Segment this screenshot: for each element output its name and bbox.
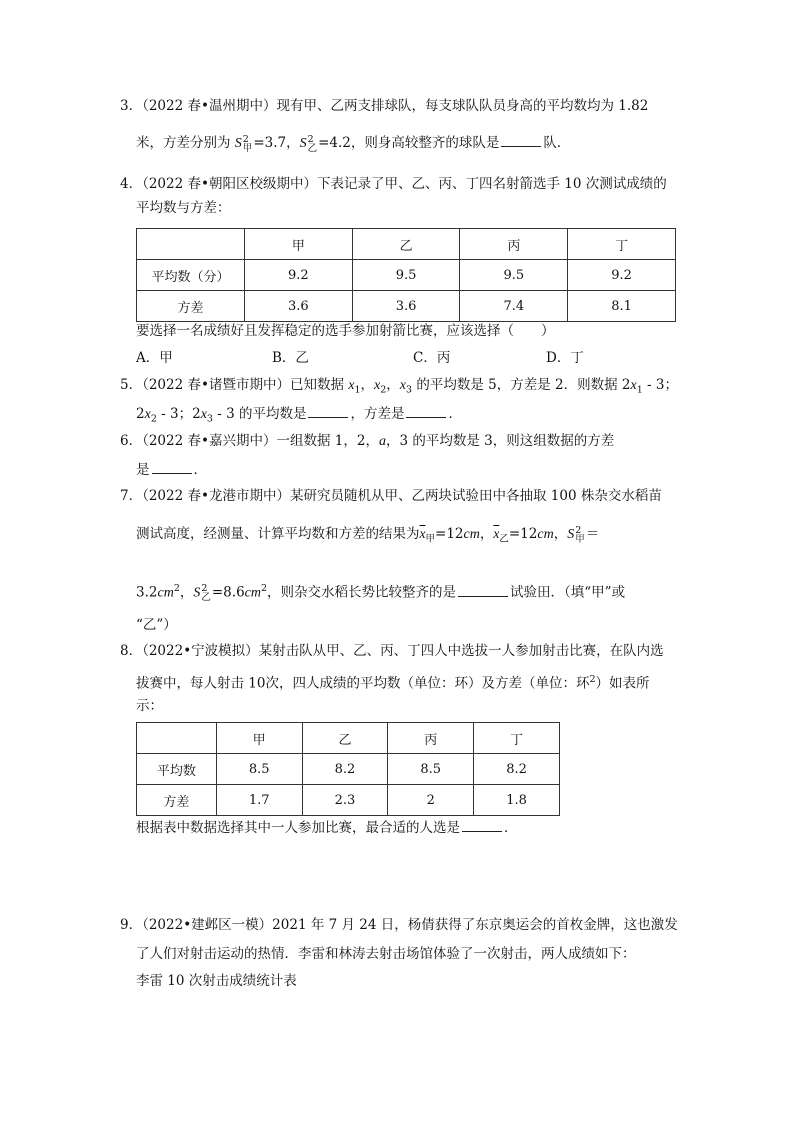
q4-source: （2022 春•朝阳区校级期中） <box>142 176 317 192</box>
q6-text-3: 是 <box>136 462 150 478</box>
q4-prompt: 要选择一名成绩好且发挥稳定的选手参加射箭比赛，应该选择（ ） <box>136 323 555 339</box>
table-cell: 1.8 <box>474 785 560 816</box>
q3-line2 <box>136 134 570 153</box>
q4-option-c[interactable]: C．丙 <box>413 350 451 366</box>
table-cell: 7.4 <box>460 291 568 322</box>
q8-period: ． <box>504 820 518 836</box>
q7-source: （2022 春•龙港市期中） <box>142 488 290 504</box>
q8-line2 <box>136 671 650 693</box>
q8-line1 <box>120 642 664 660</box>
q7-sub-yi: 乙 <box>499 533 509 545</box>
q3-sub-jia: 甲 <box>242 142 253 154</box>
q3-line1 <box>120 97 648 115</box>
q3-s-symbol: S <box>234 136 242 151</box>
q4-option-d[interactable]: D．丁 <box>546 350 584 366</box>
q8-prompt <box>136 819 518 837</box>
q7-s-symbol-2: S <box>193 585 201 601</box>
q4-text: 下表记录了甲、乙、丙、丁四名射箭选手 10 次测试成绩的 <box>316 176 667 192</box>
q5-x: x <box>348 378 355 393</box>
q8-prompt-text: 根据表中数据选择其中一人参加比赛，最合适的人选是 <box>136 820 460 836</box>
answer-blank[interactable] <box>462 819 502 832</box>
table-cell: 方差 <box>137 785 217 816</box>
table-cell <box>137 229 245 260</box>
q5-text-2b: - 3；2 <box>156 406 201 422</box>
q5-sub: 3 <box>206 413 213 425</box>
q4-line2 <box>136 199 231 217</box>
table-cell: 8.1 <box>568 291 676 322</box>
q7-line3 <box>136 580 625 603</box>
q9-line1 <box>120 916 678 934</box>
table-cell: 8.5 <box>388 754 474 785</box>
table-cell: 9.5 <box>352 260 460 291</box>
q7-xbar-2: $\overline{x}$ <box>493 526 500 541</box>
table-cell: 3.6 <box>352 291 460 322</box>
q3-source: （2022 春•温州期中） <box>142 98 277 114</box>
q7-line4: “乙”） <box>136 617 177 633</box>
table-cell: 9.2 <box>568 260 676 291</box>
table-cell: 3.6 <box>245 291 353 322</box>
q5-sub: 3 <box>406 384 413 396</box>
q7-number: 7． <box>120 488 143 504</box>
table-cell: 8.2 <box>302 754 388 785</box>
q5-x: x <box>144 407 151 422</box>
q3-val-a: =3.7， <box>253 135 300 151</box>
q6-source: （2022 春•嘉兴期中） <box>142 433 277 449</box>
q7-sub-yi-2: 乙 <box>201 592 211 603</box>
q4-table <box>136 228 676 322</box>
q4-text2: 平均数与方差： <box>136 200 231 216</box>
q7-comma: ， <box>479 526 494 542</box>
q7-sup-2: 2 <box>173 583 180 594</box>
q5-sub: 1 <box>354 384 361 396</box>
q9-line2: 了人们对射击运动的热情．李雷和林涛去射击场馆体验了一次射击，两人成绩如下： <box>136 946 636 962</box>
q4-option-a[interactable]: A．甲 <box>136 350 173 366</box>
q5-sub: 2 <box>150 413 157 425</box>
q7-s-symbol: S <box>567 527 575 542</box>
q8-source: （2022•宁波模拟） <box>142 643 259 659</box>
q7-eq1: =12 <box>435 526 464 542</box>
q8-text-2: 拔赛中，每人射击 10次，四人成绩的平均数（单位：环）及方差（单位：环 <box>136 675 590 692</box>
q7-sup-3: 2 <box>201 583 208 594</box>
q3-number: 3． <box>120 98 143 114</box>
q5-x: x <box>630 378 637 393</box>
q7-unit: cm <box>463 527 480 542</box>
q4-line1 <box>120 175 667 193</box>
q7-text: 某研究员随机从甲、乙两块试验田中各抽取 100 株杂交水稻苗 <box>289 488 662 504</box>
table-header: 甲 <box>216 723 302 754</box>
q7-val-2: =8.6 <box>211 584 245 601</box>
q7-sub-jia-2: 甲 <box>575 533 585 545</box>
q7-comma-2: ， <box>179 584 194 601</box>
table-row <box>137 723 560 754</box>
q8-text-3: ）如表所 <box>595 675 650 692</box>
table-row <box>137 260 676 291</box>
q7-sup-4: 2 <box>260 583 268 594</box>
q9-line3: 李雷 10 次射击成绩统计表 <box>136 973 297 989</box>
q9-text: 2021 年 7 月 24 日，杨倩获得了东京奥运会的首枚金牌，这也激发 <box>272 917 678 933</box>
q4-option-b[interactable]: B．乙 <box>272 350 309 366</box>
q5-source: （2022 春•诸暨市期中） <box>142 377 290 393</box>
q5-x: x <box>200 407 207 422</box>
q5-x: x <box>399 378 407 393</box>
q3-sup: 2 <box>242 133 249 145</box>
q3-sub-yi: 乙 <box>307 142 318 154</box>
q5-line1 <box>120 376 678 400</box>
table-header: 丁 <box>568 229 676 260</box>
table-row <box>137 229 676 260</box>
q6-period: ． <box>193 462 207 478</box>
q7-text-2: 测试高度，经测量、计算平均数和方差的结果为 <box>136 526 420 542</box>
q6-line2 <box>136 461 207 479</box>
q7-eq2: =12 <box>508 526 538 542</box>
q8-sup: 2 <box>589 674 596 685</box>
table-row <box>137 291 676 322</box>
q5-line2 <box>136 405 462 429</box>
q7-eq-sign: ＝ <box>585 526 600 542</box>
q7-line2 <box>136 525 599 549</box>
table-cell: 9.5 <box>460 260 568 291</box>
q7-comma: ， <box>553 526 568 542</box>
table-header: 甲 <box>245 229 353 260</box>
q5-text: 已知数据 <box>289 377 349 393</box>
q6-text: 一组数据 1，2， <box>276 433 379 449</box>
q8-number: 8． <box>120 643 143 659</box>
q8-text: 某射击队从甲、乙、丙、丁四人中选拔一人参加射击比赛，在队内选 <box>258 643 664 659</box>
q9-source: （2022•建邺区一模） <box>142 917 273 933</box>
q7-sub-jia: 甲 <box>425 533 436 545</box>
q5-text-2c: - 3 的平均数是 <box>212 406 307 422</box>
q6-text-2: ，3 的平均数是 3，则这组数据的方差 <box>385 433 615 449</box>
answer-blank[interactable] <box>152 461 192 474</box>
q4-number: 4． <box>120 176 143 192</box>
q7-unit: cm <box>157 585 174 601</box>
q7-val: 3.2 <box>136 584 158 601</box>
q7-unit: cm <box>537 527 554 542</box>
table-cell: 平均数（分） <box>137 260 245 291</box>
q5-x: x <box>374 378 381 393</box>
table-header: 乙 <box>352 229 460 260</box>
table-cell: 平均数 <box>137 754 217 785</box>
table-row <box>137 785 560 816</box>
table-cell: 9.2 <box>245 260 353 291</box>
q3-s-symbol-2: S <box>299 136 307 151</box>
table-row <box>137 754 560 785</box>
table-cell: 2.3 <box>302 785 388 816</box>
q8-table <box>136 722 560 816</box>
q7-xbar: $\overline{x}$ <box>419 526 426 541</box>
table-cell: 2 <box>388 785 474 816</box>
q6-line1 <box>120 432 614 451</box>
answer-blank[interactable] <box>406 405 446 418</box>
table-header: 丙 <box>460 229 568 260</box>
table-cell: 8.2 <box>474 754 560 785</box>
q5-text-2d: ，方差是 <box>350 406 405 422</box>
q5-text-2a: 2 <box>136 406 145 422</box>
table-header: 丁 <box>474 723 560 754</box>
q5-sub: 1 <box>636 384 643 396</box>
q3-val-b: =4.2，则身高较整齐的球队是 <box>318 135 500 151</box>
q3-sup-2: 2 <box>307 133 314 145</box>
answer-blank[interactable] <box>308 405 348 418</box>
table-cell <box>137 723 217 754</box>
q5-text-b: 的平均数是 5，方差是 2．则数据 2 <box>412 377 631 393</box>
q7-text-4: 试验田．（填“甲”或 <box>510 584 626 601</box>
answer-blank[interactable] <box>458 584 508 597</box>
q6-number: 6． <box>120 433 143 449</box>
q5-comma: ， <box>360 377 375 393</box>
q5-text-c: - 3； <box>642 377 678 393</box>
table-header: 乙 <box>302 723 388 754</box>
q7-line1 <box>120 487 662 505</box>
q5-comma: ， <box>386 377 400 393</box>
q7-unit: cm <box>244 585 261 601</box>
q9-number: 9． <box>120 917 143 933</box>
table-cell: 方差 <box>137 291 245 322</box>
table-cell: 8.5 <box>216 754 302 785</box>
q5-period: ． <box>448 406 462 422</box>
q7-sup: 2 <box>575 524 582 536</box>
q7-text-3: ，则杂交水稻长势比较整齐的是 <box>267 584 457 601</box>
answer-blank[interactable] <box>501 134 541 147</box>
q3-end: 队． <box>543 135 571 151</box>
table-header: 丙 <box>388 723 474 754</box>
q6-a: a <box>378 434 386 449</box>
q3-text2: 米，方差分别为 <box>136 135 235 151</box>
q8-line3: 示： <box>136 698 163 714</box>
q3-text: 现有甲、乙两支排球队，每支球队队员身高的平均数均为 1.82 <box>276 98 649 114</box>
q5-number: 5． <box>120 377 143 393</box>
q5-sub: 2 <box>380 384 387 396</box>
table-cell: 1.7 <box>216 785 302 816</box>
